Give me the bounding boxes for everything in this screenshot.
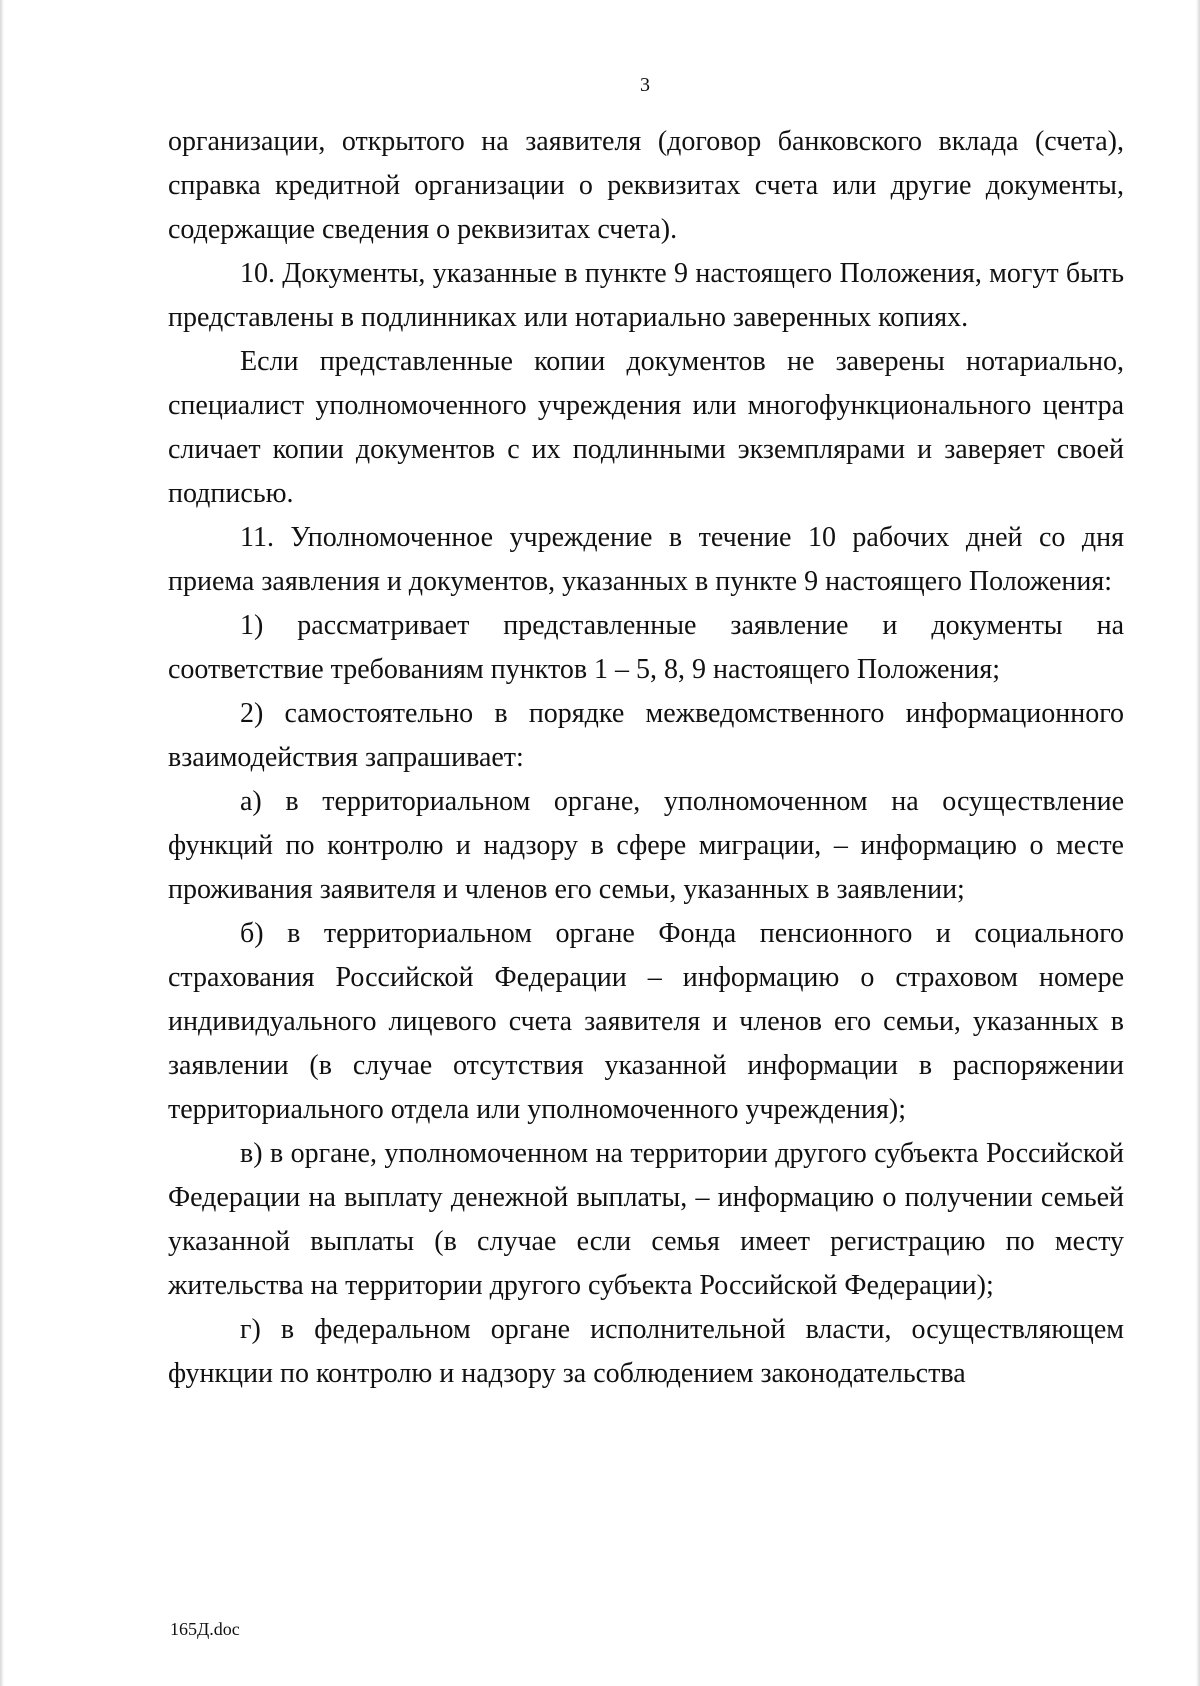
paragraph-subitem-a: а) в территориальном органе, уполномоченном на осуществление функций по контролю и надзору в сфере миграции, – информацию о месте проживания заявителя и членов его семьи, указанных в заявлении;: [168, 786, 1124, 905]
paragraph-item-11: 11. Уполномоченное учреждение в течение 10 рабочих дней со дня приема заявления и документов, указанных в пункте 9 настоящего Положения:: [168, 522, 1124, 597]
footer-filename: 165Д.doc: [170, 1619, 240, 1639]
paragraph-subitem-g: г) в федеральном органе исполнительной власти, осуществляющем функции по контролю и надзору за соблюдением законодательства: [168, 1314, 1124, 1389]
paragraph-subitem-v: в) в органе, уполномоченном на территории другого субъекта Российской Федерации на выплату денежной выплаты, – информацию о получении семьей указанной выплаты (в случае если семья имеет регистрацию по месту жительства на территории другого субъекта Российской Федерации);: [168, 1138, 1124, 1301]
paragraph-subitem-b: б) в территориальном органе Фонда пенсионного и социального страхования Российской Федерации – информацию о страховом номере индивидуального лицевого счета заявителя и членов его семьи, указанных в заявлении (в случае отсутствия указанной информации в распоряжении территориального отдела или уполномоченного учреждения);: [168, 918, 1124, 1125]
paragraph-item-10: 10. Документы, указанные в пункте 9 настоящего Положения, могут быть представлены в подлинниках или нотариально заверенных копиях.: [168, 258, 1124, 333]
paragraph-copies-certification: Если представленные копии документов не заверены нотариально, специалист уполномоченного учреждения или многофункционального центра сличает копии документов с их подлинными экземплярами и заверяет своей подписью.: [168, 346, 1124, 509]
paragraph-subitem-1: 1) рассматривает представленные заявление и документы на соответствие требованиям пунктов 1 – 5, 8, 9 настоящего Положения;: [168, 610, 1124, 685]
scan-edge-left: [0, 0, 4, 1686]
page-number: 3: [640, 74, 650, 96]
scan-edge-right: [1196, 0, 1200, 1686]
paragraph-subitem-2: 2) самостоятельно в порядке межведомственного информационного взаимодействия запрашивает:: [168, 698, 1124, 773]
document-body: [168, 120, 1124, 1396]
paragraph-continuation: организации, открытого на заявителя (договор банковского вклада (счета), справка кредитной организации о реквизитах счета или другие документы, содержащие сведения о реквизитах счета).: [168, 126, 1124, 245]
